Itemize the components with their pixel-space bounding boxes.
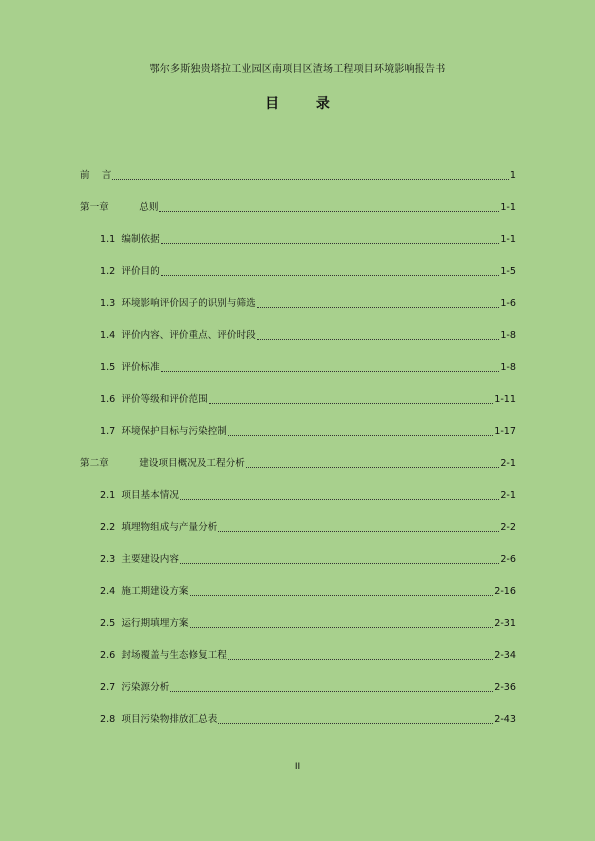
toc-entry[interactable] — [80, 512, 516, 544]
toc-entry-page: 1 — [509, 170, 516, 181]
toc-dot-leader — [161, 266, 500, 276]
toc-dot-leader — [246, 458, 500, 468]
toc-entry[interactable] — [80, 160, 516, 192]
toc-dot-leader — [170, 682, 493, 692]
toc-entry-page: 1-6 — [500, 298, 516, 309]
toc-dot-leader — [190, 618, 494, 628]
toc-entry-label: 1.5 评价标准 — [100, 362, 160, 373]
toc-dot-leader — [190, 586, 494, 596]
toc-entry[interactable] — [80, 256, 516, 288]
toc-dot-leader — [218, 522, 499, 532]
toc-entry[interactable] — [80, 320, 516, 352]
toc-entry-label: 2.1 项目基本情况 — [100, 490, 179, 501]
toc-entry-page: 2-6 — [500, 554, 516, 565]
toc-dot-leader — [180, 490, 499, 500]
toc-entry-label: 2.6 封场覆盖与生态修复工程 — [100, 650, 227, 661]
toc-dot-leader — [228, 650, 493, 660]
toc-entry-label: 第一章 总则 — [80, 202, 159, 213]
toc-entry[interactable] — [80, 672, 516, 704]
toc-entry-page: 2-16 — [494, 586, 516, 597]
toc-entry-page: 1-5 — [500, 266, 516, 277]
toc-entry[interactable] — [80, 192, 516, 224]
toc-entry[interactable] — [80, 288, 516, 320]
toc-entry-label: 2.4 施工期建设方案 — [100, 586, 189, 597]
toc-entry[interactable] — [80, 544, 516, 576]
toc-entry-page: 2-36 — [494, 682, 516, 693]
toc-dot-leader — [209, 394, 494, 404]
toc-entry[interactable] — [80, 384, 516, 416]
toc-dot-leader — [257, 330, 500, 340]
toc-entry-page: 2-34 — [494, 650, 516, 661]
toc-dot-leader — [112, 170, 509, 180]
page-number: II — [294, 762, 301, 772]
toc-dot-leader — [161, 234, 500, 244]
toc-entry-page: 2-1 — [500, 490, 516, 501]
toc-entry[interactable] — [80, 640, 516, 672]
toc-entry-page: 1-17 — [494, 426, 516, 437]
toc-title: 目 录 — [265, 96, 346, 112]
toc-entry-label: 1.2 评价目的 — [100, 266, 160, 277]
toc-entry-label: 前 言 — [80, 170, 112, 181]
toc-entry[interactable] — [80, 704, 516, 736]
toc-dot-leader — [161, 362, 500, 372]
toc-entry-label: 1.4 评价内容、评价重点、评价时段 — [100, 330, 256, 341]
toc-entry-page: 2-31 — [494, 618, 516, 629]
toc-entry-label: 1.3 环境影响评价因子的识别与筛选 — [100, 298, 256, 309]
document-header: 鄂尔多斯独贵塔拉工业园区南项目区渣场工程项目环境影响报告书 — [149, 64, 446, 75]
toc-entry-label: 2.8 项目污染物排放汇总表 — [100, 714, 218, 725]
toc-entry[interactable] — [80, 608, 516, 640]
toc-entry-page: 1-8 — [500, 330, 516, 341]
toc-entry-page: 2-1 — [500, 458, 516, 469]
toc-entry-label: 2.7 污染源分析 — [100, 682, 170, 693]
table-of-contents — [80, 160, 516, 736]
toc-entry-page: 1-11 — [494, 394, 516, 405]
toc-entry-page: 1-1 — [500, 234, 516, 245]
toc-entry[interactable] — [80, 576, 516, 608]
toc-entry[interactable] — [80, 480, 516, 512]
toc-entry-page: 2-43 — [494, 714, 516, 725]
toc-entry-label: 第二章 建设项目概况及工程分析 — [80, 458, 245, 469]
toc-entry[interactable] — [80, 448, 516, 480]
toc-dot-leader — [218, 714, 493, 724]
toc-entry-label: 2.3 主要建设内容 — [100, 554, 179, 565]
toc-dot-leader — [257, 298, 500, 308]
toc-entry-page: 1-1 — [500, 202, 516, 213]
toc-entry-label: 1.7 环境保护目标与污染控制 — [100, 426, 227, 437]
toc-entry-label: 2.5 运行期填埋方案 — [100, 618, 189, 629]
toc-entry-label: 1.1 编制依据 — [100, 234, 160, 245]
toc-dot-leader — [228, 426, 493, 436]
toc-entry[interactable] — [80, 352, 516, 384]
toc-entry-label: 1.6 评价等级和评价范围 — [100, 394, 208, 405]
toc-dot-leader — [180, 554, 499, 564]
toc-entry-label: 2.2 填埋物组成与产量分析 — [100, 522, 218, 533]
toc-entry[interactable] — [80, 224, 516, 256]
toc-dot-leader — [159, 202, 499, 212]
toc-entry-page: 2-2 — [500, 522, 516, 533]
toc-entry[interactable] — [80, 416, 516, 448]
toc-entry-page: 1-8 — [500, 362, 516, 373]
